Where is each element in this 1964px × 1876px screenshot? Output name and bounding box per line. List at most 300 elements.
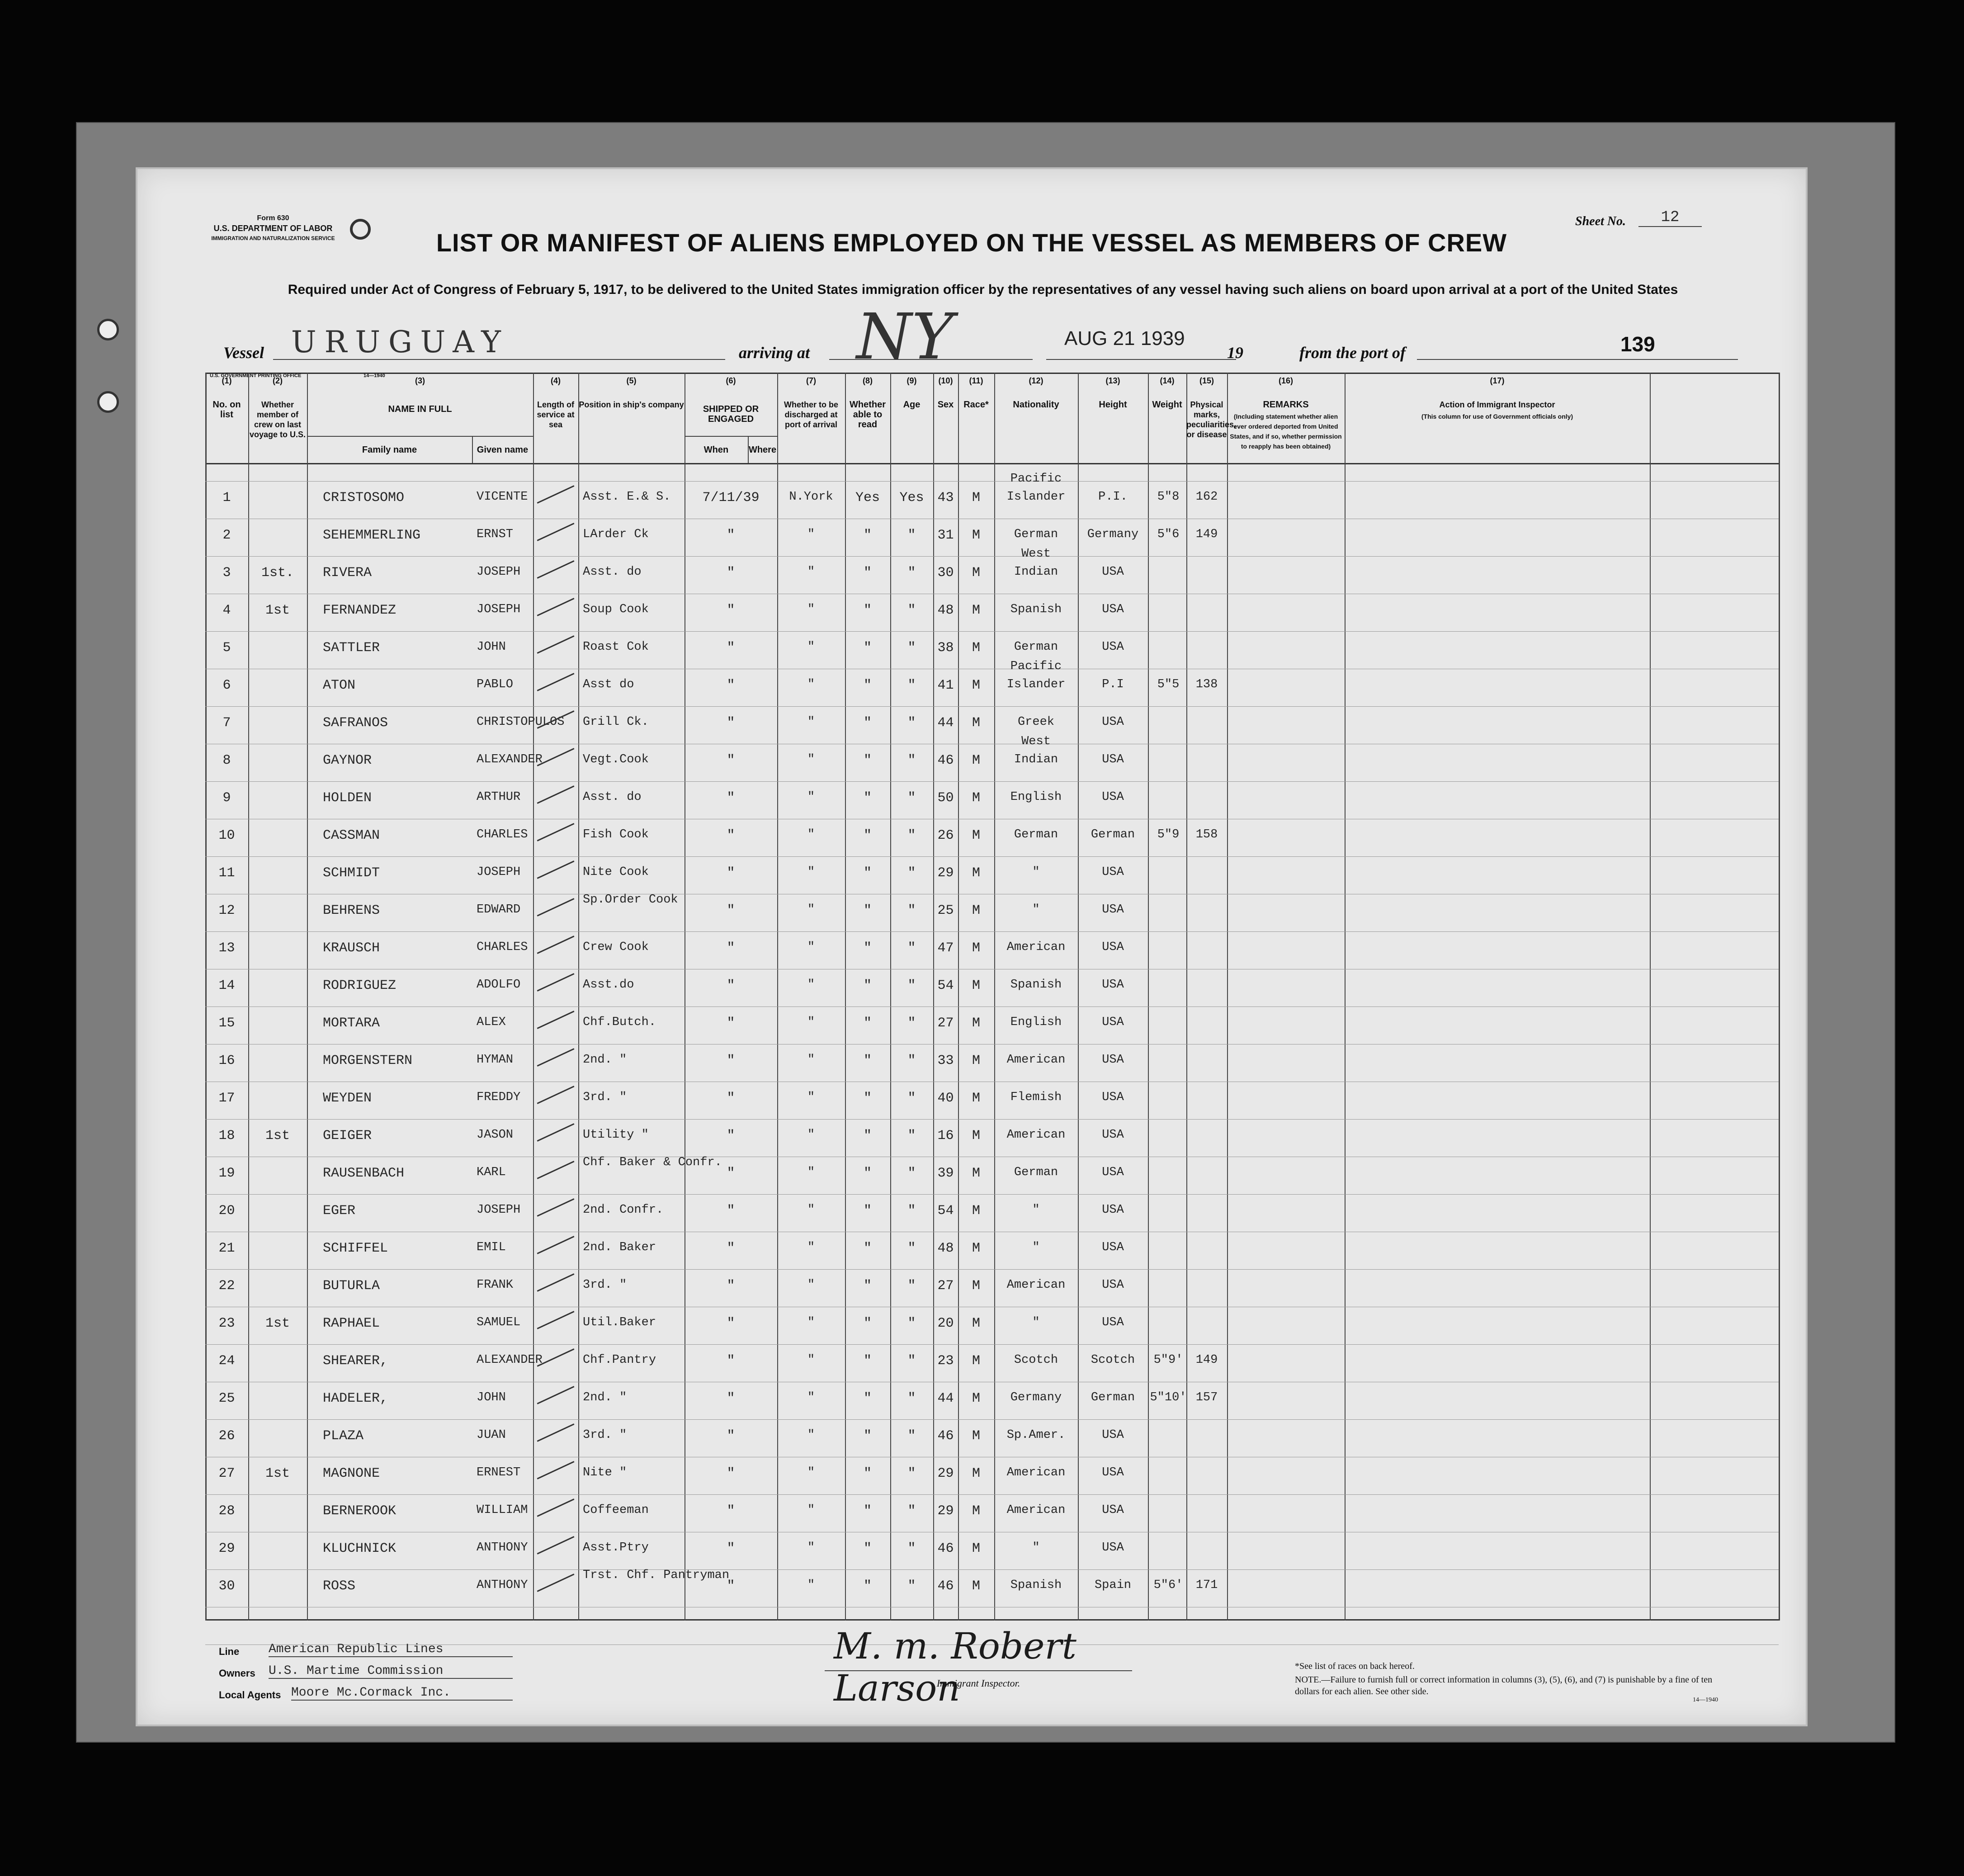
given-name: ALEXANDER — [477, 753, 543, 766]
position: 3rd. " — [583, 1428, 627, 1442]
height: 5"9 — [1157, 828, 1180, 841]
column-number: (10) — [938, 376, 953, 385]
shipped-where: " — [807, 1053, 815, 1067]
weight: 157 — [1195, 1391, 1218, 1404]
race: " — [1032, 865, 1040, 879]
given-name: JOSEPH — [477, 865, 521, 879]
row-number: 6 — [222, 678, 231, 693]
column-number: (5) — [626, 376, 637, 385]
nationality: USA — [1102, 715, 1124, 729]
given-name: ALEX — [477, 1016, 506, 1029]
arriving-field — [829, 300, 1033, 374]
family-name: CRISTOSOMO — [323, 490, 405, 506]
family-name: SHEARER, — [323, 1353, 388, 1369]
column-header: Sex — [937, 400, 954, 410]
able-to-read: Yes — [899, 490, 924, 506]
sex: M — [972, 1016, 980, 1031]
discharged: " — [863, 678, 872, 693]
shipped-where: " — [807, 1241, 815, 1254]
form-number: Form 630 — [257, 214, 289, 222]
given-name: EMIL — [477, 1241, 506, 1254]
date-field — [1046, 327, 1236, 360]
sex: M — [972, 603, 980, 618]
column-number: (14) — [1160, 376, 1175, 385]
shipped-when: " — [727, 1353, 735, 1369]
shipped-when: " — [727, 678, 735, 693]
row-number: 10 — [218, 828, 235, 843]
race: American — [1006, 1466, 1066, 1479]
races-note: *See list of races on back hereof. — [1295, 1661, 1415, 1671]
position: Chf.Pantry — [583, 1353, 656, 1367]
row-number: 26 — [218, 1428, 235, 1444]
race: English — [1010, 1016, 1062, 1029]
age: 54 — [937, 978, 954, 993]
row-number: 8 — [222, 753, 231, 768]
able-to-read: " — [907, 1241, 916, 1256]
age: 16 — [937, 1128, 954, 1144]
age: 48 — [937, 603, 954, 618]
column-number: (6) — [726, 376, 736, 385]
nationality: P.I — [1102, 678, 1124, 691]
row-number: 29 — [218, 1541, 235, 1556]
discharged: " — [863, 828, 872, 843]
able-to-read: " — [907, 1353, 916, 1369]
able-to-read: " — [907, 603, 916, 618]
punch-hole-icon — [97, 319, 119, 340]
row-number: 28 — [218, 1503, 235, 1519]
shipped-where: " — [807, 1091, 815, 1104]
row-number: 30 — [218, 1578, 235, 1594]
shipped-where: " — [807, 1166, 815, 1179]
discharged: " — [863, 1241, 872, 1256]
crew-table — [205, 373, 1779, 1621]
shipped-where: " — [807, 1016, 815, 1029]
position: Util.Baker — [583, 1316, 656, 1329]
penalty-note: NOTE.—Failure to furnish full or correct information in columns (3), (5), (6), and (7) is punishable by a fine of ten dollars for each alien. See other side. — [1295, 1675, 1713, 1696]
age: 31 — [937, 528, 954, 543]
given-name: JOHN — [477, 640, 506, 654]
shipped-when: " — [727, 1241, 735, 1256]
sex: M — [972, 1541, 980, 1556]
shipped-when: " — [727, 1541, 735, 1556]
weight: 149 — [1195, 528, 1218, 541]
given-name: PABLO — [477, 678, 514, 691]
shipped-when: " — [727, 1016, 735, 1031]
discharged: Yes — [855, 490, 880, 506]
column-note: (Including statement whether alien ever ordered deported from United States, and if so, whether permission to reapply has been obtained) — [1230, 413, 1342, 450]
age: 29 — [937, 865, 954, 881]
discharged: " — [863, 865, 872, 881]
family-name: SCHIFFEL — [323, 1241, 388, 1256]
row-number: 14 — [218, 978, 235, 993]
sex: M — [972, 828, 980, 843]
sex: M — [972, 1391, 980, 1406]
sex: M — [972, 865, 980, 881]
shipped-where: " — [807, 1428, 815, 1442]
able-to-read: " — [907, 678, 916, 693]
shipped-when: " — [727, 1428, 735, 1444]
shipped-when: " — [727, 715, 735, 731]
position: Utility " — [583, 1128, 649, 1142]
sex: M — [972, 790, 980, 806]
shipped-where: " — [807, 1128, 815, 1142]
able-to-read: " — [907, 1466, 916, 1481]
position: Sp.Order Cook — [583, 893, 678, 907]
race: German — [1014, 828, 1058, 841]
sex: M — [972, 1428, 980, 1444]
shipped-when: " — [727, 1053, 735, 1068]
given-name: EDWARD — [477, 903, 521, 917]
shipped-when: " — [727, 753, 735, 768]
given-name: ARTHUR — [477, 790, 521, 804]
able-to-read: " — [907, 1091, 916, 1106]
nationality: Scotch — [1091, 1353, 1135, 1367]
owners-label: Owners — [219, 1668, 255, 1679]
family-name: MAGNONE — [323, 1466, 380, 1481]
family-name: RAPHAEL — [323, 1316, 380, 1331]
position: 2nd. Baker — [583, 1241, 656, 1254]
discharged: " — [863, 1053, 872, 1068]
nationality: USA — [1102, 1316, 1124, 1329]
previous-voyage: 1st — [265, 1316, 290, 1331]
given-name: SAMUEL — [477, 1316, 521, 1329]
from-port-field — [1417, 327, 1738, 360]
given-name: CHARLES — [477, 940, 528, 954]
family-name: BERNEROOK — [323, 1503, 397, 1519]
sex: M — [972, 1503, 980, 1519]
family-name: SAFRANOS — [323, 715, 388, 731]
race: Flemish — [1010, 1091, 1062, 1104]
shipped-when: " — [727, 903, 735, 918]
able-to-read: " — [907, 1503, 916, 1519]
row-number: 9 — [222, 790, 231, 806]
race: Indian — [1014, 753, 1058, 766]
nationality: USA — [1102, 1503, 1124, 1517]
given-name: ANTHONY — [477, 1541, 528, 1555]
discharged: " — [863, 903, 872, 918]
discharged: " — [863, 753, 872, 768]
nationality: USA — [1102, 1091, 1124, 1104]
column-header: NAME IN FULL — [388, 404, 452, 414]
race: Spanish — [1010, 978, 1062, 992]
age: 39 — [937, 1166, 954, 1181]
family-name: CASSMAN — [323, 828, 380, 843]
able-to-read: " — [907, 1316, 916, 1331]
nationality: Spain — [1094, 1578, 1131, 1592]
row-number: 27 — [218, 1466, 235, 1481]
discharged: " — [863, 715, 872, 731]
age: 29 — [937, 1503, 954, 1519]
position: Trst. Chf. Pantryman — [583, 1569, 730, 1582]
family-name: SCHMIDT — [323, 865, 380, 881]
sex: M — [972, 528, 980, 543]
column-number: (7) — [806, 376, 816, 385]
column-header: Age — [903, 400, 921, 410]
family-name: GAYNOR — [323, 753, 372, 768]
race: Scotch — [1014, 1353, 1058, 1367]
row-number: 15 — [218, 1016, 235, 1031]
shipped-when: " — [727, 1316, 735, 1331]
shipped-when: " — [727, 1466, 735, 1481]
footer-print-code: 14—1940 — [1693, 1696, 1718, 1703]
sex: M — [972, 1316, 980, 1331]
sex: M — [972, 1466, 980, 1481]
age: 41 — [937, 678, 954, 693]
race: " — [1032, 903, 1040, 917]
age: 46 — [937, 1541, 954, 1556]
age: 23 — [937, 1353, 954, 1369]
sex: M — [972, 1203, 980, 1219]
shipped-where: " — [807, 678, 815, 691]
shipped-where: " — [807, 753, 815, 766]
nationality: USA — [1102, 865, 1124, 879]
age: 33 — [937, 1053, 954, 1068]
sex: M — [972, 565, 980, 581]
column-number: (12) — [1029, 376, 1043, 385]
weight: 138 — [1195, 678, 1218, 691]
able-to-read: " — [907, 903, 916, 918]
position: Asst.Ptry — [583, 1541, 649, 1555]
discharged: " — [863, 1541, 872, 1556]
page-title: LIST OR MANIFEST OF ALIENS EMPLOYED ON THE VESSEL AS MEMBERS OF CREW — [436, 228, 1507, 257]
race: Sp.Amer. — [1006, 1428, 1066, 1442]
family-name: RODRIGUEZ — [323, 978, 397, 993]
given-name: VICENTE — [477, 490, 528, 504]
able-to-read: " — [907, 1203, 916, 1219]
given-name: HYMAN — [477, 1053, 514, 1067]
column-header: Whether able to read — [850, 400, 886, 430]
sex: M — [972, 490, 980, 506]
arriving-port: NY — [856, 300, 954, 374]
column-header: Weight — [1152, 400, 1182, 410]
discharged: " — [863, 1316, 872, 1331]
family-name: HADELER, — [323, 1391, 388, 1406]
given-name: JASON — [477, 1128, 514, 1142]
height: 5"6' — [1153, 1578, 1183, 1592]
race: American — [1006, 1053, 1066, 1067]
discharged: " — [863, 640, 872, 656]
page-subtitle: Required under Act of Congress of February 5, 1917, to be delivered to the United States immigration officer by the representatives of any vessel having such aliens on board upon arrival at a port of the United States — [288, 282, 1678, 297]
sex: M — [972, 715, 980, 731]
given-name: CHARLES — [477, 828, 528, 841]
shipped-where: " — [807, 978, 815, 992]
shipped-where: " — [807, 565, 815, 579]
row-number: 21 — [218, 1241, 235, 1256]
race: Spanish — [1010, 603, 1062, 616]
given-name: ERNEST — [477, 1466, 521, 1479]
signature-caption: Immigrant Inspector. — [936, 1678, 1020, 1689]
able-to-read: " — [907, 865, 916, 881]
date-stamp: AUG 21 1939 — [1064, 327, 1185, 350]
discharged: " — [863, 603, 872, 618]
given-name: WILLIAM — [477, 1503, 528, 1517]
column-number: (8) — [863, 376, 873, 385]
column-header: Nationality — [1013, 400, 1059, 410]
shipped-when: " — [727, 1091, 735, 1106]
sex: M — [972, 753, 980, 768]
previous-voyage: 1st — [265, 1466, 290, 1481]
shipped-when: " — [727, 1391, 735, 1406]
nationality: USA — [1102, 790, 1124, 804]
able-to-read: " — [907, 790, 916, 806]
nationality: USA — [1102, 1203, 1124, 1217]
column-number: (11) — [969, 376, 983, 385]
family-name: FERNANDEZ — [323, 603, 397, 618]
row-number: 12 — [218, 903, 235, 918]
race: American — [1006, 1128, 1066, 1142]
family-name: PLAZA — [323, 1428, 364, 1444]
given-name: ANTHONY — [477, 1578, 528, 1592]
arriving-label: arriving at — [739, 344, 810, 362]
able-to-read: " — [907, 828, 916, 843]
position: Coffeeman — [583, 1503, 649, 1517]
nationality: USA — [1102, 1166, 1124, 1179]
shipped-when: " — [727, 978, 735, 993]
height: 5"9' — [1153, 1353, 1183, 1367]
owners-value: U.S. Martime Commission — [269, 1664, 513, 1679]
shipped-when: " — [727, 640, 735, 656]
position: Asst do — [583, 678, 634, 691]
vessel-field — [273, 327, 725, 360]
shipped-where: " — [807, 603, 815, 616]
sex: M — [972, 1278, 980, 1294]
nationality: USA — [1102, 1016, 1124, 1029]
able-to-read: " — [907, 978, 916, 993]
race: American — [1006, 940, 1066, 954]
position: 3rd. " — [583, 1091, 627, 1104]
nationality: German — [1091, 1391, 1135, 1404]
shipped-where: " — [807, 1316, 815, 1329]
age: 27 — [937, 1278, 954, 1294]
discharged: " — [863, 940, 872, 956]
able-to-read: " — [907, 565, 916, 581]
weight: 162 — [1195, 490, 1218, 504]
race-line-1: West — [1021, 735, 1051, 748]
given-name: KARL — [477, 1166, 506, 1179]
race: " — [1032, 1203, 1040, 1217]
shipped-when: 7/11/39 — [702, 490, 760, 506]
sex: M — [972, 978, 980, 993]
position: Vegt.Cook — [583, 753, 649, 766]
family-name: KRAUSCH — [323, 940, 380, 956]
given-name: JOSEPH — [477, 603, 521, 616]
column-header: No. on list — [212, 400, 241, 420]
stamp-number: 139 — [1620, 332, 1655, 356]
position: Soup Cook — [583, 603, 649, 616]
shipped-where: " — [807, 865, 815, 879]
column-number: (1) — [222, 376, 232, 385]
shipped-where: " — [807, 1503, 815, 1517]
shipped-where: " — [807, 1391, 815, 1404]
inspector-signature: M. m. Robert Larson — [834, 1625, 1076, 1709]
column-number: (13) — [1105, 376, 1120, 385]
height: 5"10' — [1150, 1391, 1187, 1404]
agents-label: Local Agents — [219, 1689, 281, 1701]
position: Nite " — [583, 1466, 627, 1479]
sex: M — [972, 903, 980, 918]
row-number: 5 — [222, 640, 231, 656]
age: 47 — [937, 940, 954, 956]
sex: M — [972, 640, 980, 656]
column-header: REMARKS — [1263, 400, 1309, 410]
line-label: Line — [219, 1646, 240, 1657]
column-number: (4) — [551, 376, 561, 385]
able-to-read: " — [907, 1391, 916, 1406]
age: 48 — [937, 1241, 954, 1256]
height: 5"5 — [1157, 678, 1180, 691]
column-note: (This column for use of Government officials only) — [1421, 413, 1573, 420]
shipped-where: " — [807, 528, 815, 541]
department: U.S. DEPARTMENT OF LABOR — [213, 224, 333, 233]
race: German — [1014, 1166, 1058, 1179]
column-number: (15) — [1199, 376, 1214, 385]
position: Crew Cook — [583, 940, 649, 954]
given-name: FREDDY — [477, 1091, 521, 1104]
race: Germany — [1010, 1391, 1062, 1404]
nationality: USA — [1102, 603, 1124, 616]
shipped-when: " — [727, 1578, 735, 1594]
age: 43 — [937, 490, 954, 506]
column-header: Whether to be discharged at port of arrival — [784, 400, 838, 429]
given-name: ADOLFO — [477, 978, 521, 992]
row-number: 24 — [218, 1353, 235, 1369]
shipped-where: " — [807, 1578, 815, 1592]
previous-voyage: 1st. — [261, 565, 294, 581]
family-name: MORGENSTERN — [323, 1053, 413, 1068]
from-port-label: from the port of — [1299, 344, 1406, 362]
race: Islander — [1006, 490, 1066, 504]
family-name: HOLDEN — [323, 790, 372, 806]
discharged: " — [863, 1353, 872, 1369]
family-name: ROSS — [323, 1578, 356, 1594]
age: 26 — [937, 828, 954, 843]
sex: M — [972, 1053, 980, 1068]
race: English — [1010, 790, 1062, 804]
able-to-read: " — [907, 715, 916, 731]
position: Nite Cook — [583, 865, 649, 879]
able-to-read: " — [907, 1016, 916, 1031]
shipped-when: " — [727, 790, 735, 806]
position: Fish Cook — [583, 828, 649, 841]
column-header: Physical marks, peculiarities, or disease — [1186, 400, 1237, 439]
position: Asst. E.& S. — [583, 490, 671, 504]
able-to-read: " — [907, 1128, 916, 1144]
family-name: SATTLER — [323, 640, 380, 656]
row-number: 3 — [222, 565, 231, 581]
able-to-read: " — [907, 528, 916, 543]
able-to-read: " — [907, 1428, 916, 1444]
nationality: P.I. — [1098, 490, 1128, 504]
shipped-where: " — [807, 828, 815, 841]
sex: M — [972, 1091, 980, 1106]
given-name: ERNST — [477, 528, 514, 541]
age: 46 — [937, 1428, 954, 1444]
discharged: " — [863, 1128, 872, 1144]
given-name: FRANK — [477, 1278, 514, 1292]
sex: M — [972, 1166, 980, 1181]
column-header: Race* — [963, 400, 989, 410]
position: Chf.Butch. — [583, 1016, 656, 1029]
discharged: " — [863, 790, 872, 806]
nationality: USA — [1102, 978, 1124, 992]
nationality: USA — [1102, 1128, 1124, 1142]
column-number: (2) — [273, 376, 283, 385]
age: 29 — [937, 1466, 954, 1481]
family-name: RAUSENBACH — [323, 1166, 405, 1181]
able-to-read: " — [907, 1578, 916, 1594]
weight: 149 — [1195, 1353, 1218, 1367]
vessel-name: URUGUAY — [291, 325, 509, 359]
